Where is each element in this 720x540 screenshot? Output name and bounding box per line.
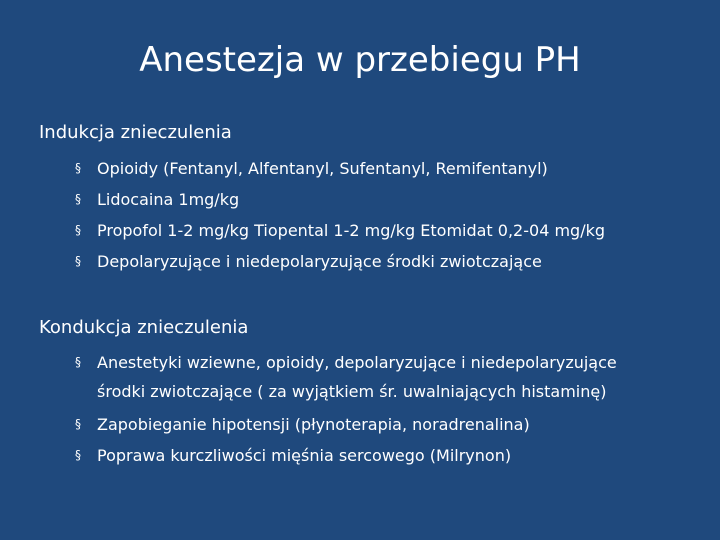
bullet-icon: § xyxy=(75,161,81,175)
list-item-continuation xyxy=(97,376,617,407)
section-heading-induction: Indukcja znieczulenia xyxy=(39,122,232,143)
bullet-icon: § xyxy=(75,254,81,268)
list-item-text: Anestetyki wziewne, opioidy, depolaryzujące i niedepolaryzujące xyxy=(97,353,617,372)
list-item xyxy=(75,246,605,277)
list-item xyxy=(75,184,605,215)
section-heading-maintenance: Kondukcja znieczulenia xyxy=(39,317,249,338)
list-item xyxy=(75,153,605,184)
list-item-text: Lidocaina 1mg/kg xyxy=(97,190,240,209)
bullet-icon: § xyxy=(75,192,81,206)
list-item xyxy=(75,440,617,471)
bullet-icon: § xyxy=(75,448,81,462)
list-item-text: środki zwiotczające ( za wyjątkiem śr. uwalniających histaminę) xyxy=(97,382,607,401)
list-item xyxy=(75,409,617,440)
bullet-icon: § xyxy=(75,223,81,237)
list-item-text: Propofol 1-2 mg/kg Tiopental 1-2 mg/kg Etomidat 0,2-04 mg/kg xyxy=(97,221,606,240)
slide-title: Anestezja w przebiegu PH xyxy=(139,40,581,80)
maintenance-list xyxy=(75,347,617,471)
list-item xyxy=(75,215,606,246)
induction-list xyxy=(75,153,606,277)
bullet-icon: § xyxy=(75,417,81,431)
list-item-text: Zapobieganie hipotensji (płynoterapia, noradrenalina) xyxy=(97,415,530,434)
list-item-text: Depolaryzujące i niedepolaryzujące środki zwiotczające xyxy=(97,252,542,271)
list-item-text: Poprawa kurczliwości mięśnia sercowego (Milrynon) xyxy=(97,446,512,465)
list-item-text: Opioidy (Fentanyl, Alfentanyl, Sufentanyl, Remifentanyl) xyxy=(97,159,548,178)
list-item xyxy=(75,347,617,378)
bullet-icon: § xyxy=(75,355,81,369)
